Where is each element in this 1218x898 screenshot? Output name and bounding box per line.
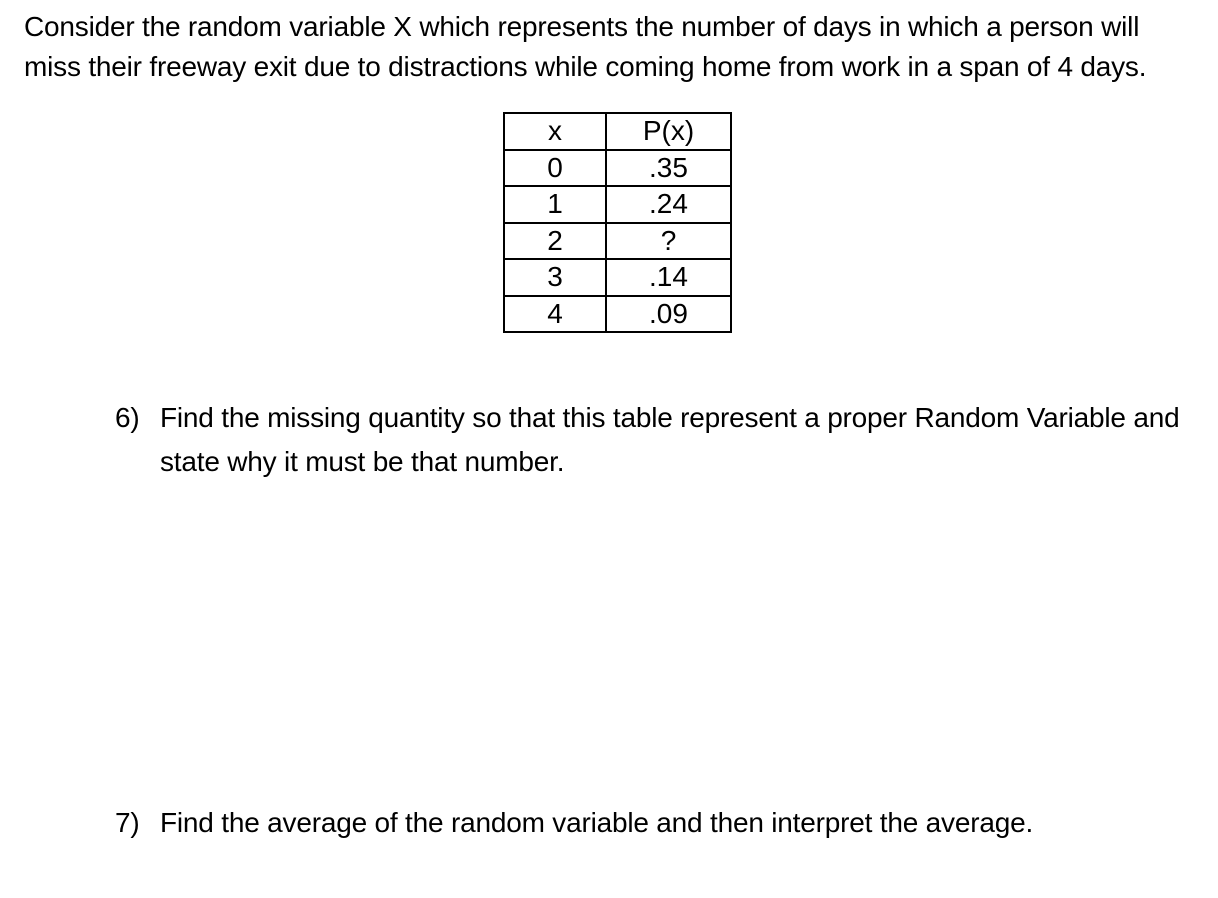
question-7-text: Find the average of the random variable and then interpret the average.	[160, 807, 1034, 838]
table-row	[504, 186, 731, 223]
cell-px-1: .24	[606, 186, 731, 223]
intro-paragraph: Consider the random variable X which represents the number of days in which a person will miss their freeway exit due to distractions while coming home from work in a span of 4 days.	[24, 11, 1147, 82]
question-7	[115, 801, 1218, 845]
column-header-px: P(x)	[606, 113, 731, 150]
question-6	[115, 396, 1218, 484]
table-row	[504, 150, 731, 187]
column-header-x: x	[504, 113, 606, 150]
question-7-number: 7)	[115, 807, 140, 838]
cell-px-3: .14	[606, 259, 731, 296]
cell-px-0: .35	[606, 150, 731, 187]
cell-x-4: 4	[504, 296, 606, 333]
table-row	[504, 259, 731, 296]
cell-x-0: 0	[504, 150, 606, 187]
cell-px-4: .09	[606, 296, 731, 333]
cell-px-2: ?	[606, 223, 731, 260]
question-6-number: 6)	[115, 402, 140, 433]
table-header-row	[504, 113, 731, 150]
table-row	[504, 296, 731, 333]
probability-distribution-table	[503, 112, 732, 333]
cell-x-3: 3	[504, 259, 606, 296]
cell-x-2: 2	[504, 223, 606, 260]
question-6-text: Find the missing quantity so that this table represent a proper Random Variable and state why it must be that number.	[160, 402, 1180, 477]
table-row	[504, 223, 731, 260]
cell-x-1: 1	[504, 186, 606, 223]
